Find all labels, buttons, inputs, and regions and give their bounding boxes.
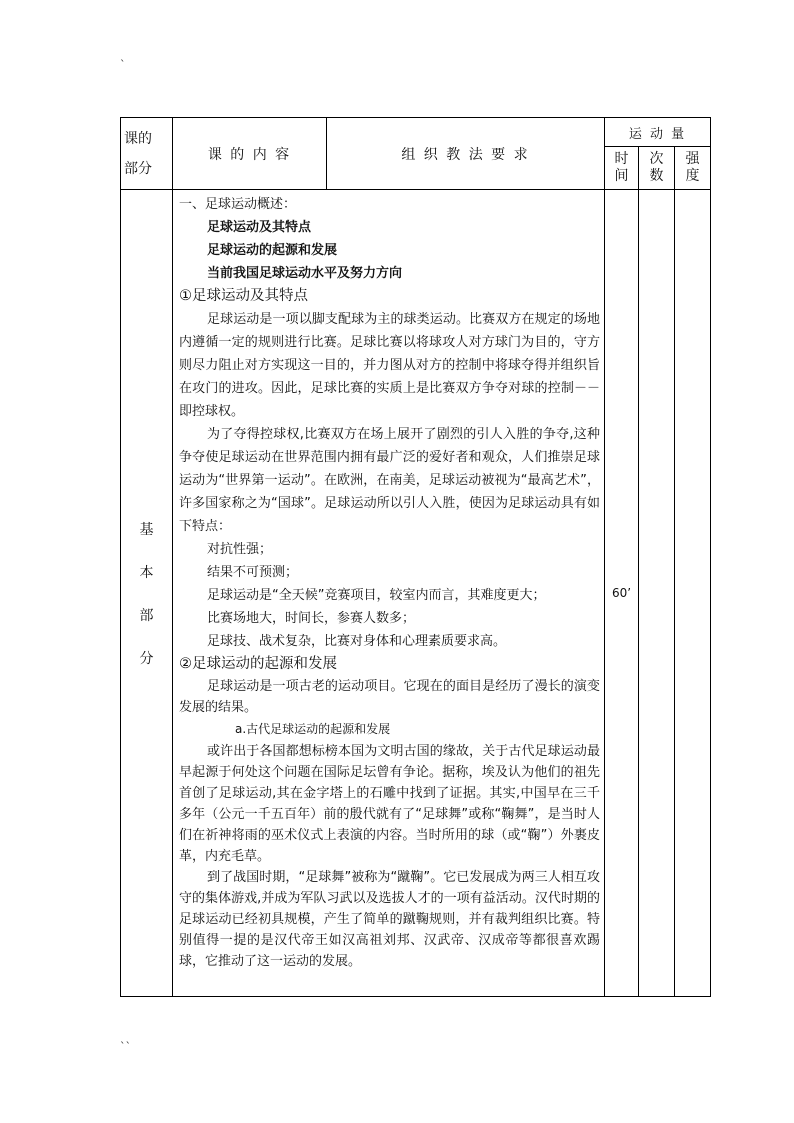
intensity-value — [675, 190, 711, 997]
feature-item: 比赛场地大，时间长，参赛人数多； — [207, 611, 416, 626]
page-mark-top: ` — [120, 58, 126, 71]
header-lesson-part: 课的 部分 — [121, 118, 173, 190]
header-exercise-amount: 运 动 量 — [605, 118, 711, 147]
count-value — [639, 190, 675, 997]
section-heading-1: ①足球运动及其特点 — [179, 288, 308, 304]
paragraph: 或许出于各国都想标榜本国为文明古国的缘故，关于古代足球运动最早起源于何处这个问题在国际足坛曾有争论。据称，埃及认为他们的祖先首创了足球运动,其在金字塔上的石雕中找到了证据。其实,中国早在三千多年（公元一千五百年）前的殷代就有了“足球舞”或称“鞠舞”，是当时人们在祈神将雨的巫术仪式上表演的内容。当时所用的球（或“鞠”）外裹皮革，内充毛草。 — [179, 744, 600, 864]
paragraph: 为了夺得控球权,比赛双方在场上展开了剧烈的引人入胜的争夺,这种争夺使足球运动在世界范围内拥有最广泛的爱好者和观众，人们推崇足球运动为“世界第一运动”。在欧洲，在南美，足球运动被视为“最高艺术”，许多国家称之为“国球”。足球运动所以引人入胜，使因为足球运动具有如下特点： — [179, 427, 600, 534]
feature-item: 足球运动是“全天候”竞赛项目，较室内而言，其难度更大； — [207, 588, 546, 603]
header-time: 时间 — [605, 147, 639, 190]
feature-item: 对抗性强； — [207, 542, 273, 557]
outline-item: 足球运动的起源和发展 — [207, 243, 338, 258]
time-value: 60’ — [605, 190, 639, 997]
page-mark-bottom: `` — [120, 1040, 131, 1053]
section-heading-2: ②足球运动的起源和发展 — [179, 656, 337, 672]
paragraph: 足球运动是一项以脚支配球为主的球类运动。比赛双方在规定的场地内遵循一定的规则进行比赛。足球比赛以将球攻人对方球门为目的，守方则尽力阻止对方实现这一目的，并力图从对方的控制中将球夺得并组织旨在攻门的进攻。因此，足球比赛的实质上是比赛双方争夺对球的控制－－即控球权。 — [179, 312, 600, 419]
header-teaching-method: 组 织 教 法 要 求 — [327, 118, 605, 190]
subheading-a: a.古代足球运动的起源和发展 — [235, 722, 391, 736]
outline-item: 足球运动及其特点 — [207, 220, 312, 235]
paragraph: 足球运动是一项古老的运动项目。它现在的面目是经历了漫长的演变发展的结果。 — [179, 679, 600, 715]
section-label: 基 本 部 分 — [121, 190, 173, 997]
outline-title: 一、足球运动概述： — [179, 197, 297, 212]
paragraph: 到了战国时期，“足球舞”被称为“蹴鞠”。它已发展成为两三人相互攻守的集体游戏,并成为军队习武以及选拔人才的一项有益活动。汉代时期的足球运动已经初具规模，产生了简单的蹴鞠规则，并有裁判组织比赛。特别值得一提的是汉代帝王如汉高祖刘邦、汉武帝、汉成帝等都很喜欢踢球，它推动了这一运动的发展。 — [179, 870, 600, 969]
lesson-plan-table — [120, 117, 711, 997]
feature-item: 足球技、战术复杂，比赛对身体和心理素质要求高。 — [207, 634, 507, 649]
header-lesson-content: 课 的 内 容 — [173, 118, 327, 190]
feature-item: 结果不可预测； — [207, 565, 299, 580]
lesson-content-body — [173, 190, 605, 997]
header-count: 次数 — [639, 147, 675, 190]
outline-item: 当前我国足球运动水平及努力方向 — [207, 266, 403, 281]
header-intensity: 强度 — [675, 147, 711, 190]
